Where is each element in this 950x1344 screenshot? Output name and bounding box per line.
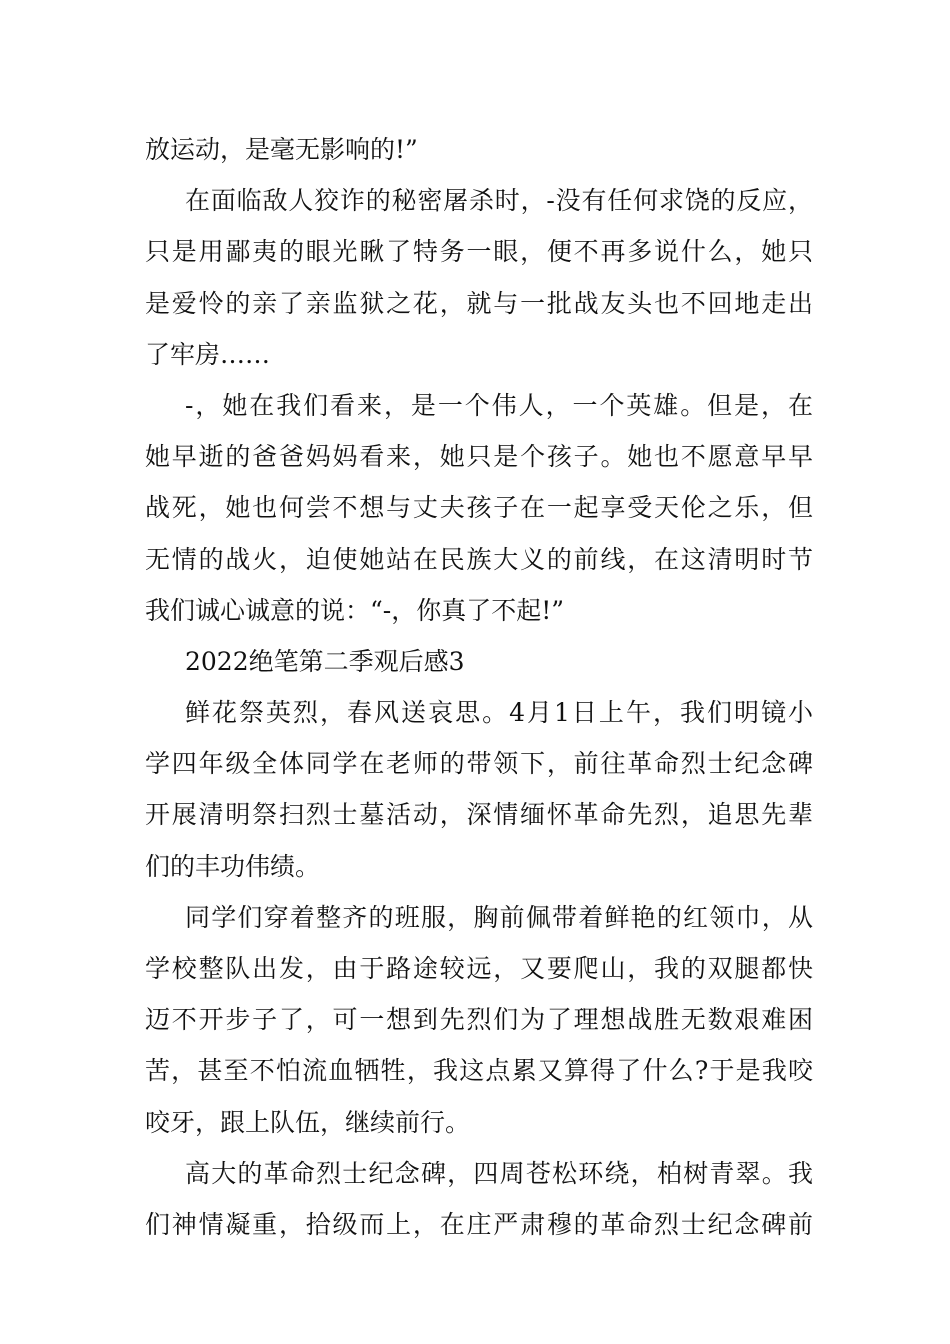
- text-line: 高大的革命烈士纪念碑，四周苍松环绕，柏树青翠。我: [185, 1158, 813, 1188]
- paragraph: [145, 892, 813, 1148]
- heading-text: 2022绝笔第二季观后感3: [185, 646, 465, 676]
- text-line: 无情的战火，迫使她站在民族大义的前线，在这清明时节: [145, 544, 813, 574]
- text-line: 同学们穿着整齐的班服，胸前佩带着鲜艳的红领巾，从: [185, 902, 813, 932]
- paragraph: [145, 687, 813, 892]
- text-line: 们的丰功伟绩。: [145, 851, 321, 881]
- paragraph: [145, 175, 813, 380]
- text-line: 开展清明祭扫烈士墓活动，深情缅怀革命先烈，追思先辈: [145, 800, 813, 830]
- text-line: -，她在我们看来，是一个伟人，一个英雄。但是，在: [185, 390, 813, 420]
- text-line: 迈不开步子了，可一想到先烈们为了理想战胜无数艰难困: [145, 1005, 813, 1035]
- text-line: 放运动，是毫无影响的!”: [145, 135, 418, 164]
- text-line: 了牢房……: [145, 339, 271, 369]
- paragraph: [145, 124, 813, 175]
- text-line: 战死，她也何尝不想与丈夫孩子在一起享受天伦之乐，但: [145, 493, 813, 523]
- text-line: 们神情凝重，拾级而上，在庄严肃穆的革命烈士纪念碑前: [145, 1209, 813, 1239]
- text-line: 在面临敌人狡诈的秘密屠杀时，-没有任何求饶的反应，: [185, 186, 813, 216]
- section-heading: [145, 636, 813, 687]
- paragraph: [145, 1148, 813, 1250]
- text-line: 学校整队出发，由于路途较远，又要爬山，我的双腿都快: [145, 954, 813, 983]
- document-body: [145, 124, 813, 1250]
- text-line: 鲜花祭英烈，春风送哀思。4月1日上午，我们明镜小: [185, 698, 813, 728]
- text-line: 苦，甚至不怕流血牺牲，我这点累又算得了什么?于是我咬: [145, 1056, 813, 1086]
- text-line: 我们诚心诚意的说：“-，你真了不起!”: [145, 595, 565, 625]
- text-line: 只是用鄙夷的眼光瞅了特务一眼，便不再多说什么，她只: [145, 237, 813, 267]
- paragraph: [145, 380, 813, 636]
- text-line: 咬牙，跟上队伍，继续前行。: [145, 1107, 471, 1137]
- text-line: 学四年级全体同学在老师的带领下，前往革命烈士纪念碑: [145, 749, 813, 779]
- text-line: 是爱怜的亲了亲监狱之花，就与一批战友头也不回地走出: [145, 288, 813, 318]
- text-line: 她早逝的爸爸妈妈看来，她只是个孩子。她也不愿意早早: [145, 442, 813, 472]
